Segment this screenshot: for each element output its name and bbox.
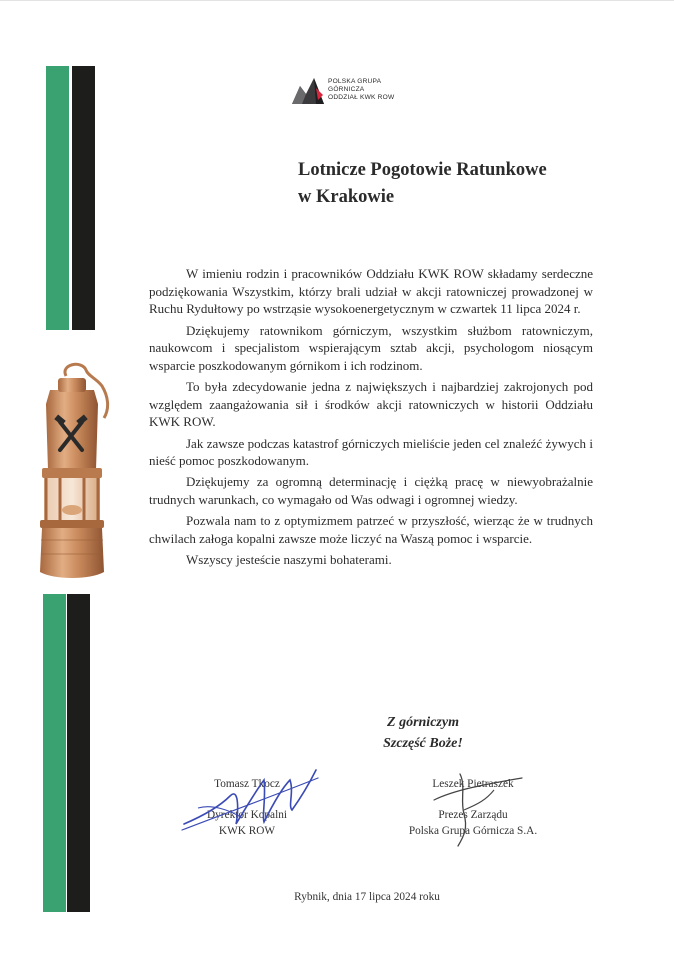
- logo-line-1: POLSKA GRUPA: [328, 78, 382, 85]
- closing-greeting: [372, 712, 474, 754]
- paragraph-1: W imieniu rodzin i pracowników Oddziału KWK ROW składamy serdeczne podziękowania Wszystkim, którzy brali udział w akcji ratowniczej prowadzonej w Ruchu Rydułtowy po wstrząsie wysokoenergetycznym w czwartek 11 lipca 2024 r.: [149, 266, 593, 317]
- paragraph-7: Wszyscy jesteście naszymi bohaterami.: [186, 551, 392, 567]
- pgg-logo-icon: [290, 74, 326, 110]
- closing-line-2: Szczęść Boże!: [383, 736, 463, 751]
- recipient-line-2: w Krakowie: [298, 187, 395, 207]
- closing-line-1: Z górniczym: [387, 715, 459, 730]
- paragraph-4: Jak zawsze podczas katastrof górniczych mieliście jeden cel znaleźć żywych i nieść pomoc poszkodowanym.: [149, 435, 593, 469]
- recipient-heading: [298, 157, 547, 211]
- stripe-black-bottom: [67, 594, 90, 912]
- stripe-green-top: [46, 66, 69, 330]
- logo-line-3: ODDZIAŁ KWK ROW: [328, 94, 395, 101]
- recipient-line-1: Lotnicze Pogotowie Ratunkowe: [298, 160, 547, 180]
- signatory-org-left: KWK ROW: [218, 825, 276, 837]
- handwritten-signature-left: [178, 758, 323, 838]
- stripe-black-top: [72, 66, 95, 330]
- paragraph-2: Dziękujemy ratownikom górniczym, wszystkim służbom ratowniczym, naukowcom i specjalistom wspierającym sztab akcji, psychologom niosącym wsparcie poszkodowanym górnikom i ich rodzinom.: [149, 322, 593, 373]
- signatory-name-right: Leszek Pietraszek: [432, 778, 514, 790]
- signatory-title-right: Prezes Zarządu: [438, 809, 508, 821]
- miner-safety-lamp-icon: [30, 360, 122, 582]
- signatory-title-left: Dyrektor Kopalni: [207, 809, 287, 821]
- handwritten-signature-right: [420, 770, 530, 850]
- paragraph-6: Pozwala nam to z optymizmem patrzeć w przyszłość, wierząc że w trudnych chwilach załoga kopalni zawsze może liczyć na Waszą pomoc i wsparcie.: [149, 513, 593, 546]
- paragraph-3: To była zdecydowanie jedna z największych i najbardziej zakrojonych pod względem zaangażowania sił i środków akcji ratowniczych w historii Oddziału KWK ROW.: [149, 379, 593, 430]
- signatory-name-left: Tomasz Tkocz: [214, 778, 280, 790]
- paragraph-5: Dziękujemy za ogromną determinację i ciężką pracę w niewyobrażalnie trudnych warunkach, co wymagało od Was odwagi i ogromnej wiedzy.: [149, 474, 593, 507]
- place-and-date: Rybnik, dnia 17 lipca 2024 roku: [294, 891, 440, 903]
- signatory-org-right: Polska Grupa Górnicza S.A.: [408, 825, 538, 837]
- logo-text: [328, 78, 394, 102]
- pgg-logo: [290, 74, 420, 110]
- top-border: [0, 0, 674, 1]
- stripe-green-bottom: [43, 594, 66, 912]
- logo-line-2: GÓRNICZA: [328, 86, 365, 93]
- letter-body: [149, 265, 593, 569]
